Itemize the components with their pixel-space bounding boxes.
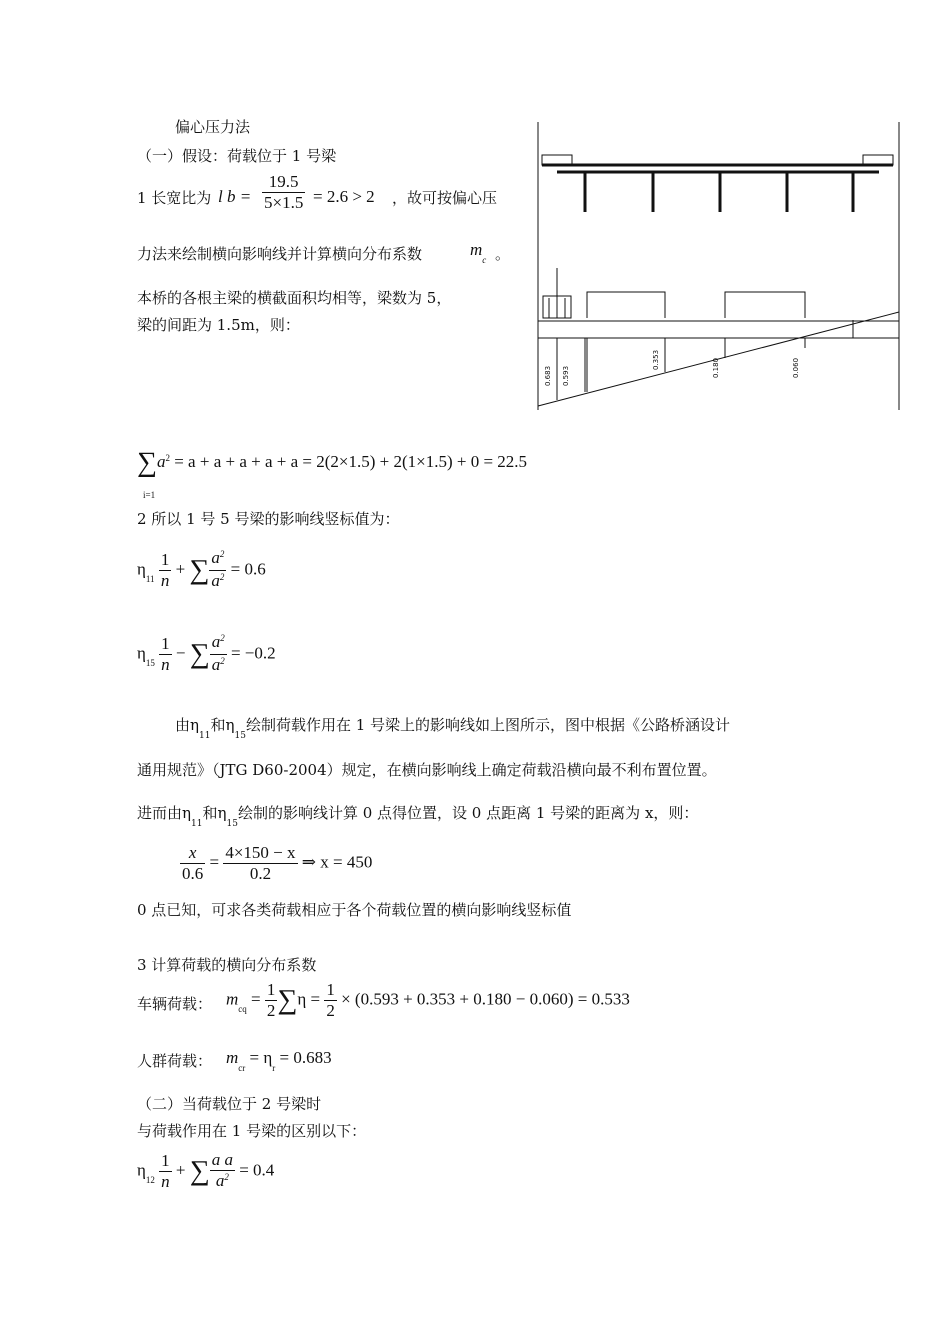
- eta15-equation: $\eta_{15}$ $\frac{1}{n}$ − ∑ $\frac{a^2}{a^2}$ = −0.2: [137, 632, 276, 674]
- ordinate-label-4: 0.060: [792, 357, 800, 378]
- section-4-line: 与荷载作用在 1 号梁的区别以下：: [137, 1122, 367, 1140]
- para-line-4: 梁的间距为 1.5m，则：: [137, 316, 300, 334]
- ordinate-label-3: 0.180: [712, 357, 720, 378]
- bridge-influence-diagram: [535, 120, 905, 412]
- para-a-line-2: 通用规范》（JTG D60-2004）规定，在横向影响线上确定荷载沿横向最不利布置位置。: [137, 761, 717, 779]
- ratio-rhs: = 2.6 > 2: [313, 187, 375, 206]
- para-line-3: 本桥的各根主梁的横截面积均相等，梁数为 5，: [137, 289, 452, 307]
- ratio-num: 19.5: [262, 172, 305, 193]
- ratio-den: 5×1.5: [264, 193, 304, 212]
- para-line-2: 力法来绘制横向影响线并计算横向分布系数: [137, 245, 423, 263]
- ordinate-label-crowd: 0.683: [544, 365, 552, 386]
- ordinate-label-1: 0.593: [562, 365, 570, 386]
- para-b-line: 进而由$\eta_{11}$和$\eta_{15}$绘制的影响线计算 0 点得位置，设 0 点距离 1 号梁的距离为 x，则：: [137, 804, 699, 829]
- eta11-equation: $\eta_{11}$ $\frac{1}{n}$ + ∑ $\frac{a^2}{a^2}$ = 0.6: [137, 548, 266, 590]
- x-equation: $\frac{x}{0.6}$ = $\frac{4\times 150 - x}{0.2}$ ⇒ x = 450: [182, 843, 373, 883]
- crowd-label: 人群荷载：: [137, 1052, 213, 1070]
- ordinate-label-2: 0.353: [652, 349, 660, 370]
- sum-lower-limit: i=1: [143, 490, 156, 500]
- zero-known-line: 0 点已知，可求各类荷载相应于各个荷载位置的横向影响线竖标值: [137, 901, 572, 919]
- section-4-title: （二）当荷载位于 2 号梁时: [137, 1095, 322, 1113]
- para-a-line-1: 由$\eta_{11}$和$\eta_{15}$绘制荷载作用在 1 号梁上的影响线如上图所示，图中根据《公路桥涵设计: [175, 716, 731, 741]
- section-3-title: 3 计算荷载的横向分布系数: [137, 956, 317, 974]
- ratio-prefix: 1 长宽比为: [137, 189, 212, 207]
- crowd-equation: $m_{cr} = \eta_r = 0.683$: [226, 1048, 332, 1073]
- para-line-2-end: 。: [495, 245, 511, 263]
- vehicle-label: 车辆荷载：: [137, 995, 213, 1013]
- ratio-fraction: [262, 172, 305, 213]
- heading: 偏心压力法: [175, 118, 251, 136]
- eta12-equation: $\eta_{12}$ $\frac{1}{n}$ + ∑ $\frac{\text{a a}}{a^2}$ = 0.4: [137, 1150, 275, 1191]
- vehicle-equation: $m_{cq}$ = $\frac{1}{2}$ ∑η = $\frac{1}{2}$ × (0.593 + 0.353 + 0.180 − 0.060) = 0.533: [226, 980, 630, 1020]
- section-2-line: 2 所以 1 号 5 号梁的影响线竖标值为：: [137, 510, 400, 528]
- section-1-title: （一）假设：荷载位于 1 号梁: [137, 147, 337, 165]
- ratio-lhs: l b =: [218, 187, 252, 206]
- ratio-suffix: ，故可按偏心压: [392, 189, 498, 207]
- mc-symbol: $m_c$: [470, 240, 487, 265]
- sum-equation: $\sum a^2 = a + a + a + a + a = 2(2\times 1.5) + 2(1\times 1.5) + 0 = 22.5$: [137, 447, 528, 478]
